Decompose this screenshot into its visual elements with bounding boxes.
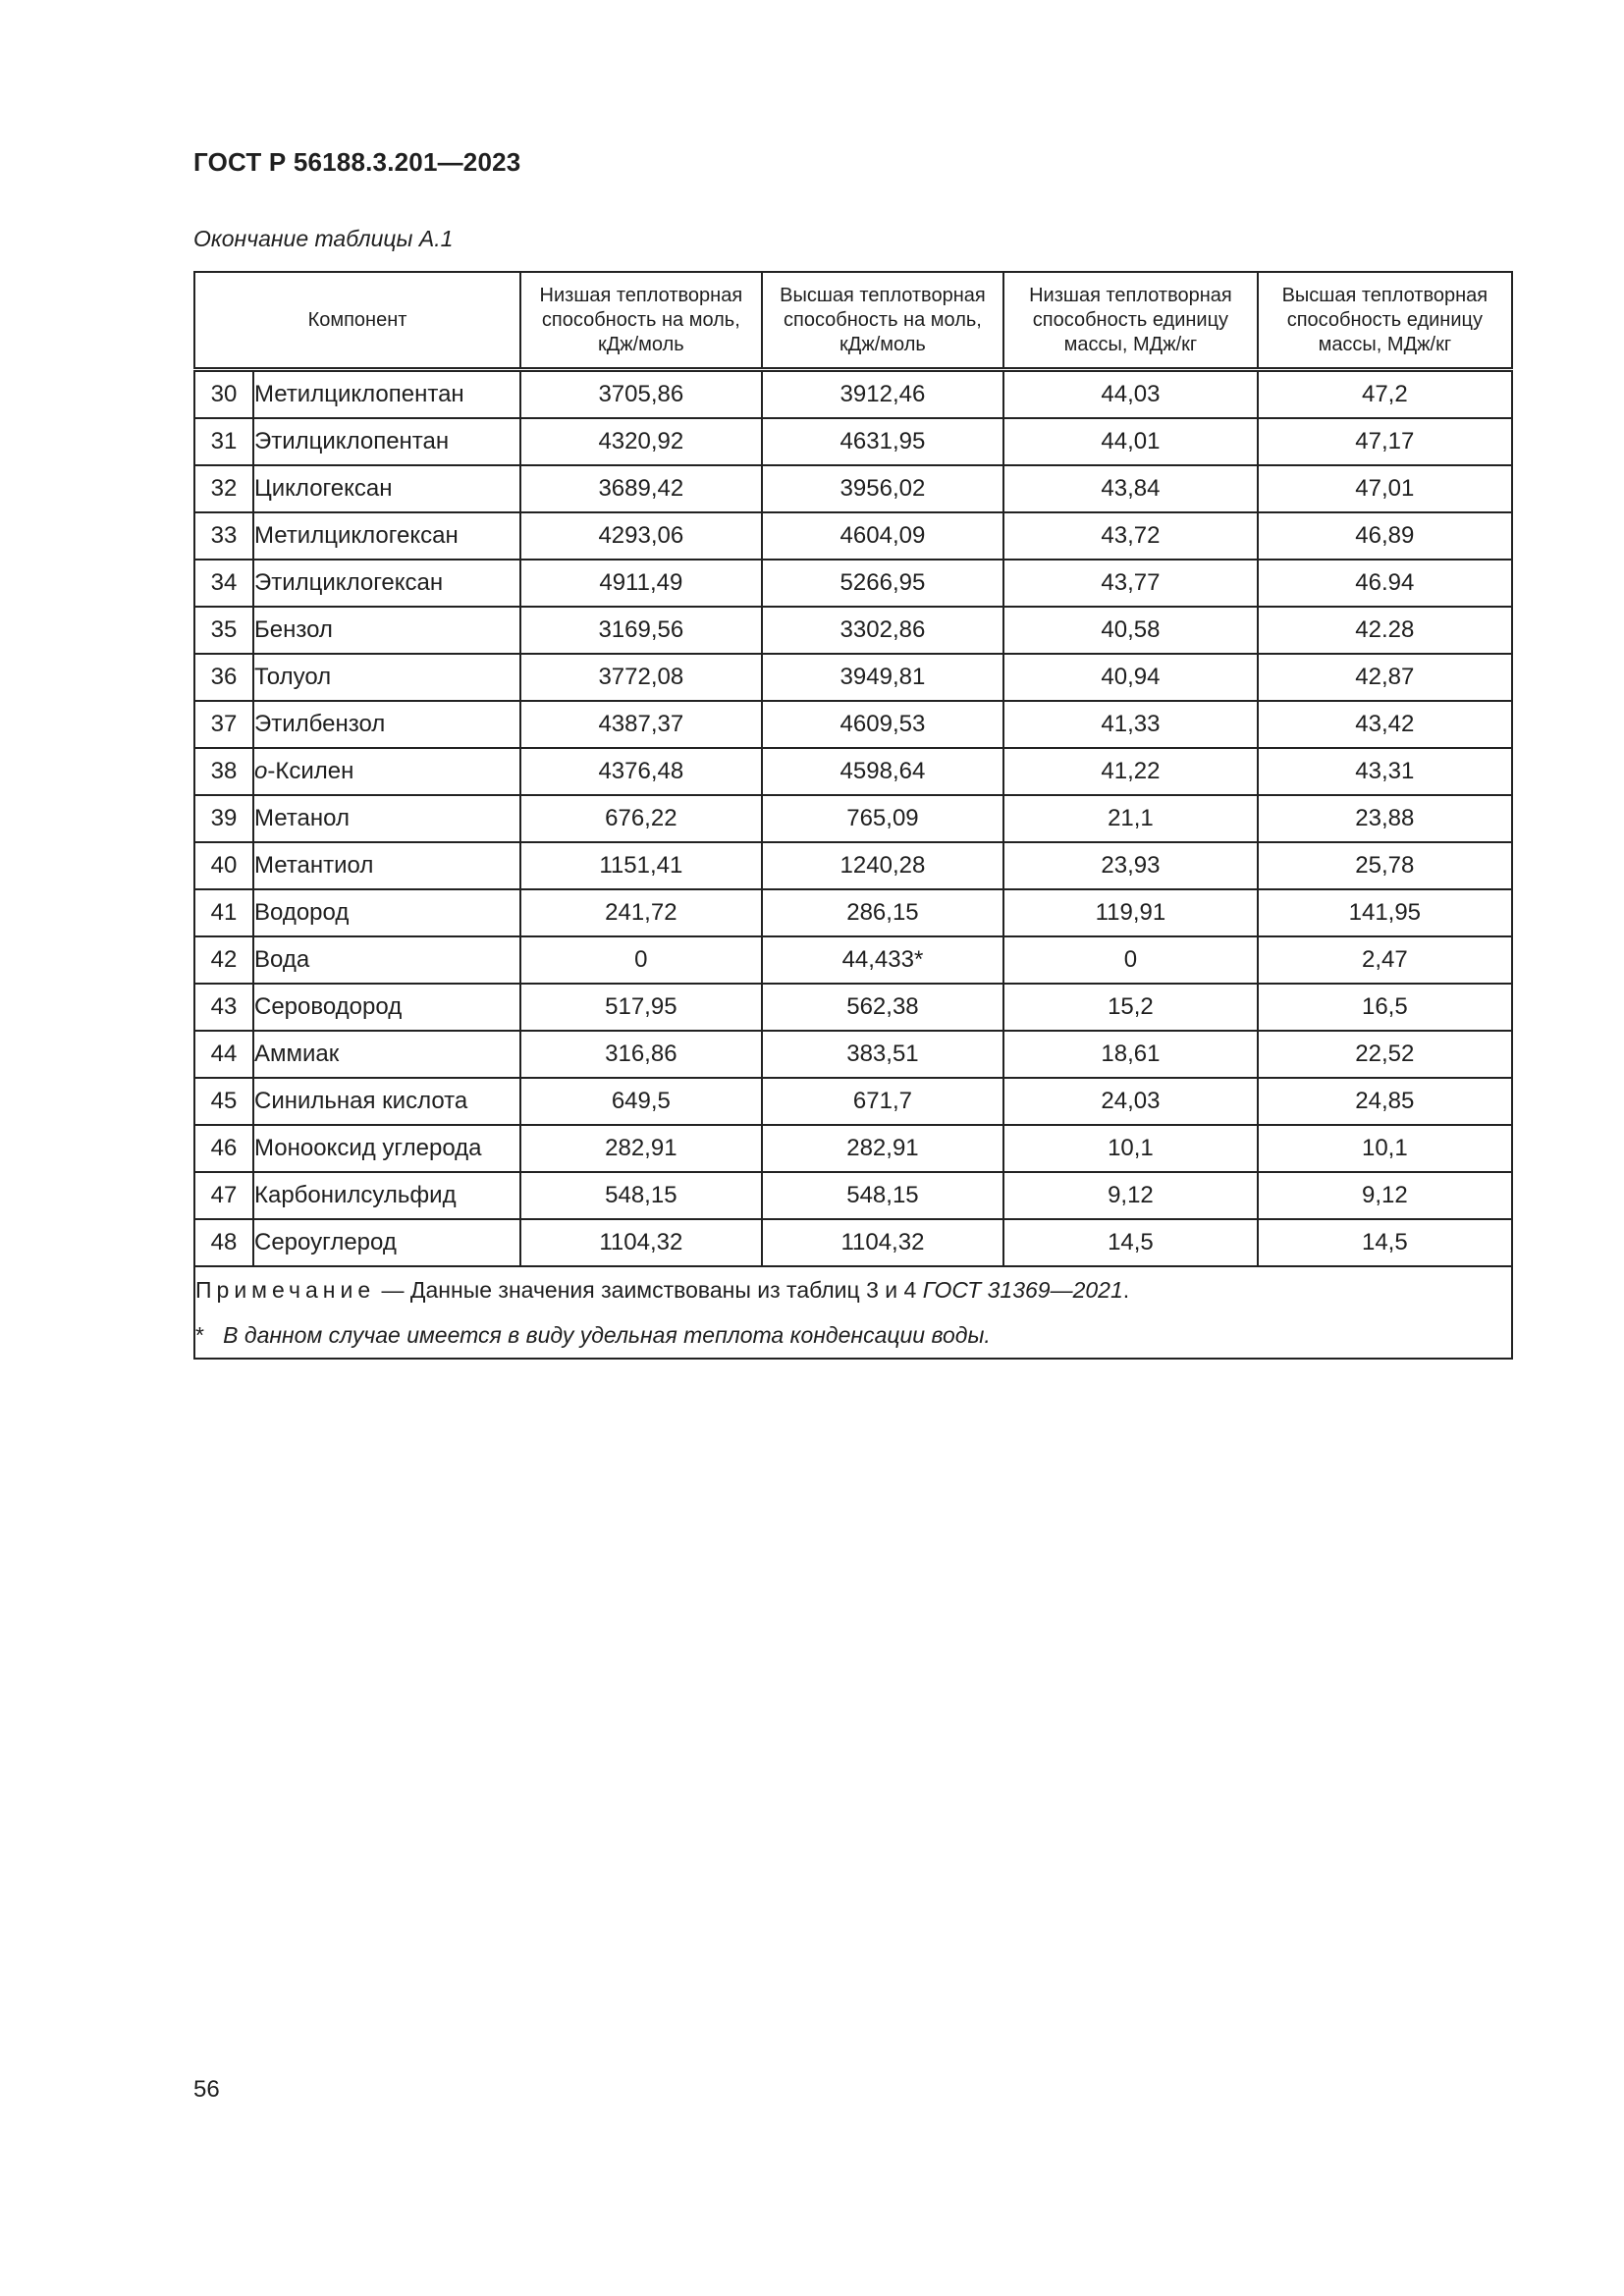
row-number: 44 — [194, 1031, 253, 1078]
lhv-mass-value: 44,01 — [1003, 418, 1257, 465]
col-header-hhv-mass: Высшая теплотворная способность единицу массы, МДж/кг — [1258, 272, 1512, 370]
component-name — [253, 889, 520, 936]
lhv-mass-value: 14,5 — [1003, 1219, 1257, 1266]
hhv-mol-value: 3956,02 — [762, 465, 1004, 512]
row-number: 42 — [194, 936, 253, 984]
lhv-mass-value: 23,93 — [1003, 842, 1257, 889]
page-number: 56 — [193, 2076, 220, 2103]
component-label: Этилциклогексан — [254, 569, 444, 596]
table-row — [194, 1078, 1512, 1125]
lhv-mol-value: 4387,37 — [520, 701, 762, 748]
component-label: Метантиол — [254, 852, 374, 879]
lhv-mol-value: 3169,56 — [520, 607, 762, 654]
hhv-mass-value: 46.94 — [1258, 560, 1512, 607]
row-number: 32 — [194, 465, 253, 512]
component-name — [253, 795, 520, 842]
table-row — [194, 795, 1512, 842]
lhv-mass-value: 9,12 — [1003, 1172, 1257, 1219]
hhv-mol-value: 4609,53 — [762, 701, 1004, 748]
col-header-lhv-mass: Низшая теплотворная способность единицу массы, МДж/кг — [1003, 272, 1257, 370]
lhv-mass-value: 43,72 — [1003, 512, 1257, 560]
component-name — [253, 1125, 520, 1172]
heat-value-table — [193, 271, 1513, 1360]
lhv-mol-value: 4293,06 — [520, 512, 762, 560]
component-label: Вода — [254, 946, 310, 973]
footnote-line — [195, 1312, 1511, 1358]
hhv-mass-value: 2,47 — [1258, 936, 1512, 984]
component-name — [253, 1078, 520, 1125]
component-name — [253, 1031, 520, 1078]
hhv-mass-value: 43,42 — [1258, 701, 1512, 748]
component-label: Метанол — [254, 805, 350, 831]
component-name — [253, 654, 520, 701]
table-row — [194, 1125, 1512, 1172]
hhv-mol-value: 3912,46 — [762, 370, 1004, 419]
lhv-mol-value: 4320,92 — [520, 418, 762, 465]
component-label: Метилциклогексан — [254, 522, 459, 549]
col-header-component: Компонент — [194, 272, 520, 370]
hhv-mass-value: 47,01 — [1258, 465, 1512, 512]
hhv-mass-value: 141,95 — [1258, 889, 1512, 936]
hhv-mol-value: 4604,09 — [762, 512, 1004, 560]
col-header-hhv-mol: Высшая теплотворная способность на моль, кДж/моль — [762, 272, 1004, 370]
hhv-mass-value: 9,12 — [1258, 1172, 1512, 1219]
component-label: Синильная кислота — [254, 1088, 468, 1114]
footnote-mark: * — [195, 1322, 204, 1348]
hhv-mol-value: 562,38 — [762, 984, 1004, 1031]
lhv-mass-value: 15,2 — [1003, 984, 1257, 1031]
hhv-mol-value: 4631,95 — [762, 418, 1004, 465]
hhv-mass-value: 42.28 — [1258, 607, 1512, 654]
row-number: 41 — [194, 889, 253, 936]
table-row — [194, 936, 1512, 984]
lhv-mass-value: 18,61 — [1003, 1031, 1257, 1078]
note-text: — Данные значения заимствованы из таблиц 3 и 4 — [375, 1277, 923, 1303]
table-row — [194, 654, 1512, 701]
lhv-mol-value: 517,95 — [520, 984, 762, 1031]
table-row — [194, 1031, 1512, 1078]
component-name — [253, 370, 520, 419]
row-number: 46 — [194, 1125, 253, 1172]
lhv-mol-value: 241,72 — [520, 889, 762, 936]
component-name — [253, 418, 520, 465]
table-row — [194, 465, 1512, 512]
lhv-mol-value: 316,86 — [520, 1031, 762, 1078]
lhv-mass-value: 43,84 — [1003, 465, 1257, 512]
hhv-mol-value: 3949,81 — [762, 654, 1004, 701]
table-row — [194, 1219, 1512, 1266]
note-line — [195, 1267, 1511, 1312]
component-name — [253, 512, 520, 560]
table-row — [194, 512, 1512, 560]
lhv-mass-value: 10,1 — [1003, 1125, 1257, 1172]
component-label: Циклогексан — [254, 475, 393, 502]
component-name — [253, 607, 520, 654]
row-number: 34 — [194, 560, 253, 607]
hhv-mol-value: 286,15 — [762, 889, 1004, 936]
hhv-mol-value: 548,15 — [762, 1172, 1004, 1219]
hhv-mass-value: 23,88 — [1258, 795, 1512, 842]
hhv-mol-value: 1240,28 — [762, 842, 1004, 889]
row-number: 31 — [194, 418, 253, 465]
component-name — [253, 984, 520, 1031]
lhv-mass-value: 119,91 — [1003, 889, 1257, 936]
lhv-mol-value: 676,22 — [520, 795, 762, 842]
row-number: 38 — [194, 748, 253, 795]
hhv-mol-value: 383,51 — [762, 1031, 1004, 1078]
hhv-mass-value: 14,5 — [1258, 1219, 1512, 1266]
row-number: 39 — [194, 795, 253, 842]
lhv-mass-value: 41,33 — [1003, 701, 1257, 748]
lhv-mol-value: 649,5 — [520, 1078, 762, 1125]
table-row — [194, 560, 1512, 607]
component-label: -Ксилен — [267, 758, 354, 784]
hhv-mol-value: 671,7 — [762, 1078, 1004, 1125]
hhv-mass-value: 46,89 — [1258, 512, 1512, 560]
component-name — [253, 842, 520, 889]
row-number: 45 — [194, 1078, 253, 1125]
table-row — [194, 607, 1512, 654]
component-label: Толуол — [254, 664, 332, 690]
col-header-lhv-mol: Низшая теплотворная способность на моль, кДж/моль — [520, 272, 762, 370]
component-label: Водород — [254, 899, 350, 926]
hhv-mass-value: 43,31 — [1258, 748, 1512, 795]
hhv-mass-value: 47,2 — [1258, 370, 1512, 419]
table-header-row — [194, 272, 1512, 370]
table-row — [194, 748, 1512, 795]
table-row — [194, 889, 1512, 936]
hhv-mass-value: 25,78 — [1258, 842, 1512, 889]
lhv-mol-value: 3689,42 — [520, 465, 762, 512]
lhv-mass-value: 40,94 — [1003, 654, 1257, 701]
hhv-mol-value: 4598,64 — [762, 748, 1004, 795]
component-label: Карбонилсульфид — [254, 1182, 457, 1208]
component-name — [253, 465, 520, 512]
hhv-mass-value: 16,5 — [1258, 984, 1512, 1031]
table-note-row — [194, 1266, 1512, 1359]
component-label: Бензол — [254, 616, 333, 643]
table-caption: Окончание таблицы А.1 — [193, 226, 454, 251]
component-label: Сероуглерод — [254, 1229, 397, 1255]
lhv-mol-value: 1151,41 — [520, 842, 762, 889]
component-name — [253, 701, 520, 748]
lhv-mass-value: 21,1 — [1003, 795, 1257, 842]
row-number: 43 — [194, 984, 253, 1031]
lhv-mass-value: 44,03 — [1003, 370, 1257, 419]
hhv-mass-value: 47,17 — [1258, 418, 1512, 465]
note-end: . — [1122, 1277, 1130, 1303]
lhv-mol-value: 3705,86 — [520, 370, 762, 419]
table-row — [194, 418, 1512, 465]
document-id: ГОСТ Р 56188.3.201—2023 — [193, 147, 521, 177]
note-label: Примечание — [195, 1277, 376, 1303]
hhv-mol-value: 1104,32 — [762, 1219, 1004, 1266]
component-name — [253, 748, 520, 795]
hhv-mol-value: 765,09 — [762, 795, 1004, 842]
row-number: 40 — [194, 842, 253, 889]
component-name — [253, 936, 520, 984]
component-name — [253, 560, 520, 607]
lhv-mol-value: 4911,49 — [520, 560, 762, 607]
hhv-mass-value: 22,52 — [1258, 1031, 1512, 1078]
hhv-mol-value: 5266,95 — [762, 560, 1004, 607]
lhv-mol-value: 548,15 — [520, 1172, 762, 1219]
table-row — [194, 1172, 1512, 1219]
note-reference: ГОСТ 31369—2021 — [922, 1277, 1123, 1303]
component-prefix: о — [254, 758, 268, 784]
table-row — [194, 984, 1512, 1031]
lhv-mass-value: 0 — [1003, 936, 1257, 984]
component-label: Этилбензол — [254, 711, 386, 737]
hhv-mass-value: 24,85 — [1258, 1078, 1512, 1125]
hhv-mol-value: 282,91 — [762, 1125, 1004, 1172]
hhv-mass-value: 10,1 — [1258, 1125, 1512, 1172]
lhv-mol-value: 1104,32 — [520, 1219, 762, 1266]
row-number: 48 — [194, 1219, 253, 1266]
lhv-mol-value: 4376,48 — [520, 748, 762, 795]
lhv-mass-value: 24,03 — [1003, 1078, 1257, 1125]
row-number: 47 — [194, 1172, 253, 1219]
table-notes — [194, 1266, 1512, 1359]
component-label: Метилциклопентан — [254, 381, 464, 407]
table-row — [194, 370, 1512, 419]
lhv-mass-value: 41,22 — [1003, 748, 1257, 795]
row-number: 33 — [194, 512, 253, 560]
component-label: Сероводород — [254, 993, 403, 1020]
component-name — [253, 1219, 520, 1266]
hhv-mol-value: 44,433* — [762, 936, 1004, 984]
component-label: Монооксид углерода — [254, 1135, 482, 1161]
row-number: 30 — [194, 370, 253, 419]
row-number: 36 — [194, 654, 253, 701]
footnote-text: В данном случае имеется в виду удельная теплота конденсации воды. — [223, 1322, 991, 1348]
lhv-mol-value: 282,91 — [520, 1125, 762, 1172]
hhv-mass-value: 42,87 — [1258, 654, 1512, 701]
component-name — [253, 1172, 520, 1219]
hhv-mol-value: 3302,86 — [762, 607, 1004, 654]
lhv-mass-value: 40,58 — [1003, 607, 1257, 654]
lhv-mol-value: 3772,08 — [520, 654, 762, 701]
table-row — [194, 842, 1512, 889]
lhv-mass-value: 43,77 — [1003, 560, 1257, 607]
component-label: Аммиак — [254, 1041, 340, 1067]
component-label: Этилциклопентан — [254, 428, 450, 454]
row-number: 37 — [194, 701, 253, 748]
lhv-mol-value: 0 — [520, 936, 762, 984]
row-number: 35 — [194, 607, 253, 654]
table-row — [194, 701, 1512, 748]
